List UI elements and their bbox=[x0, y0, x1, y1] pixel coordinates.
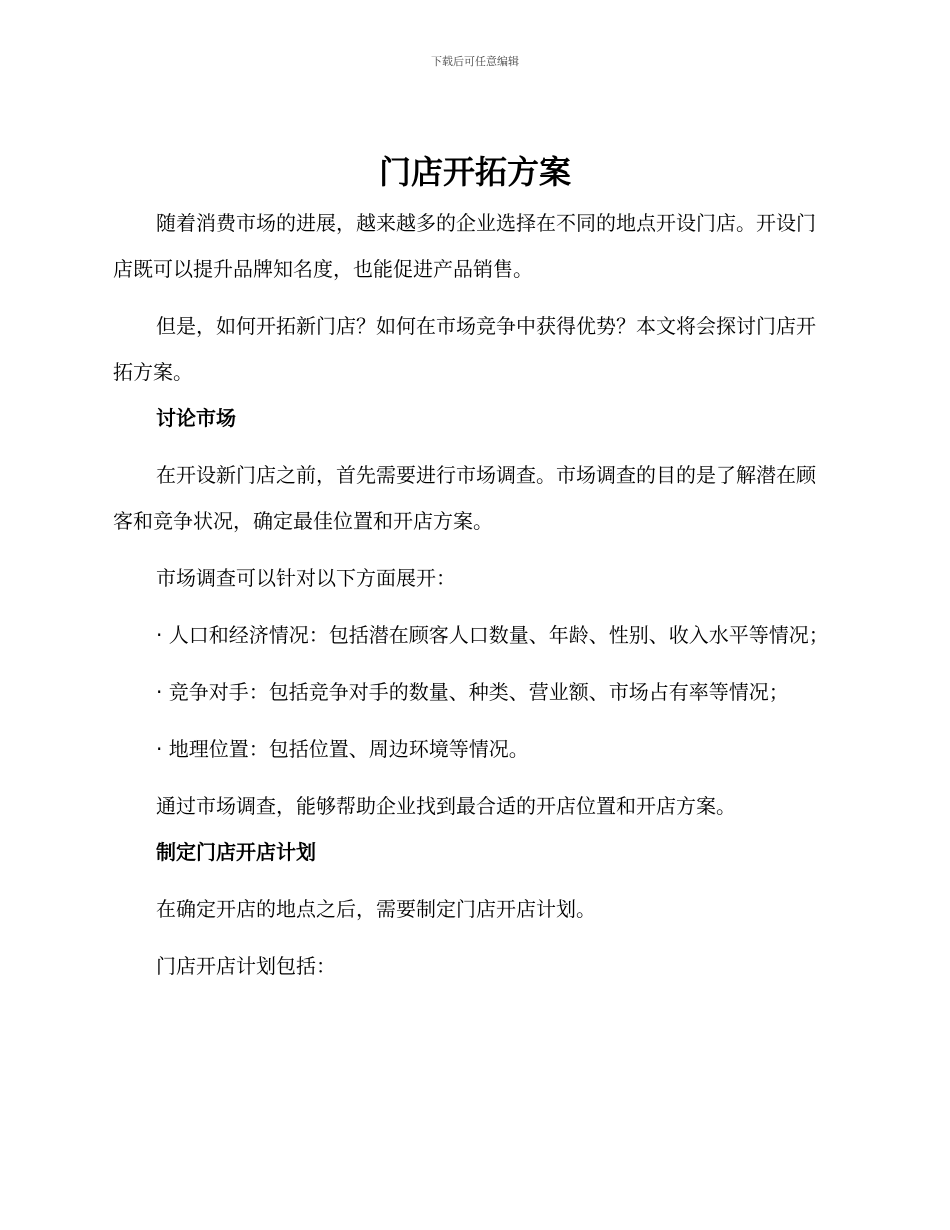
bullet-population: · 人口和经济情况：包括潜在顾客人口数量、年龄、性别、收入水平等情况； bbox=[156, 623, 829, 647]
paragraph-plan-intro: 在确定开店的地点之后，需要制定门店开店计划。 bbox=[156, 897, 596, 921]
section-heading-market: 讨论市场 bbox=[156, 406, 236, 430]
bullet-competitors: · 竞争对手：包括竞争对手的数量、种类、营业额、市场占有率等情况； bbox=[156, 680, 789, 704]
document-title: 门店开拓方案 bbox=[378, 153, 571, 191]
section-heading-plan: 制定门店开店计划 bbox=[156, 840, 316, 864]
paragraph-plan-includes: 门店开店计划包括： bbox=[156, 954, 336, 978]
header-note: 下载后可任意编辑 bbox=[431, 55, 519, 68]
paragraph-research-aspects: 市场调查可以针对以下方面展开： bbox=[156, 566, 456, 590]
document-body bbox=[113, 200, 833, 989]
paragraph-question: 但是，如何开拓新门店？如何在市场竞争中获得优势？本文将会探讨门店开拓方案。 bbox=[113, 314, 816, 384]
paragraph-intro: 随着消费市场的进展，越来越多的企业选择在不同的地点开设门店。开设门店既可以提升品牌知名度，也能促进产品销售。 bbox=[113, 211, 816, 281]
bullet-location: · 地理位置：包括位置、周边环境等情况。 bbox=[156, 737, 529, 761]
paragraph-market-research: 在开设新门店之前，首先需要进行市场调查。市场调查的目的是了解潜在顾客和竞争状况，确定最佳位置和开店方案。 bbox=[113, 463, 816, 533]
paragraph-research-result: 通过市场调查，能够帮助企业找到最合适的开店位置和开店方案。 bbox=[156, 794, 736, 818]
